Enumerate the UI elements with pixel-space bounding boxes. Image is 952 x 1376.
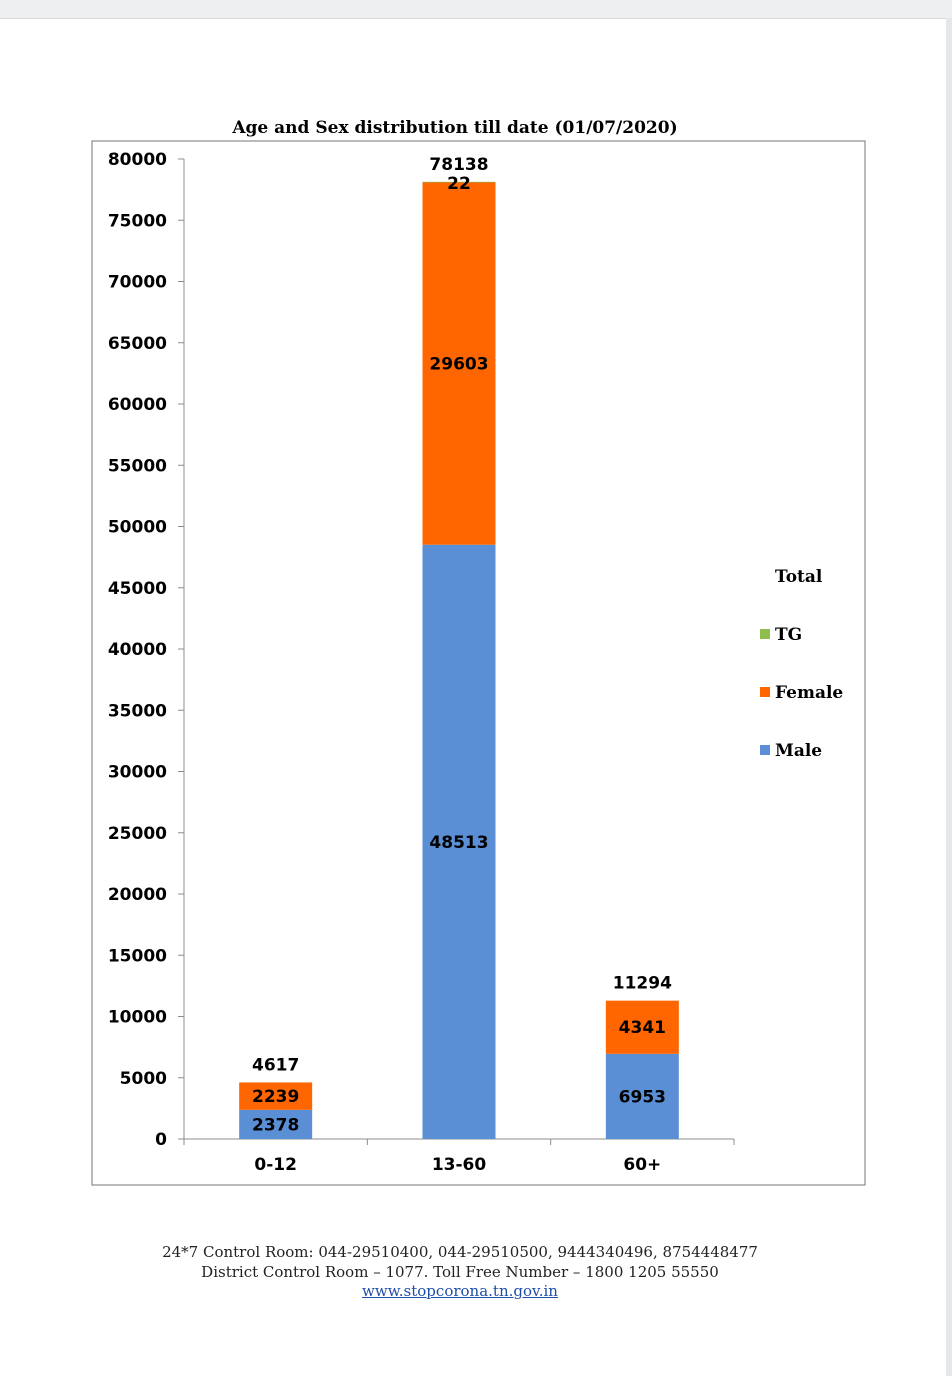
website-line: [0, 1282, 920, 1300]
legend-swatch-tg: [760, 629, 770, 639]
y-tick-label: 25000: [107, 823, 167, 844]
y-tick-label: 5000: [119, 1068, 167, 1089]
legend-label-tg: TG: [775, 625, 803, 645]
website-link[interactable]: www.stopcorona.tn.gov.in: [362, 1282, 558, 1300]
y-tick-label: 75000: [107, 211, 167, 232]
y-tick-label: 70000: [107, 272, 167, 293]
x-tick-label: 0-12: [254, 1155, 297, 1175]
y-tick-label: 55000: [107, 456, 167, 477]
y-tick-label: 10000: [107, 1007, 167, 1028]
y-tick-label: 35000: [107, 701, 167, 722]
legend-label-female: Female: [775, 683, 844, 703]
legend-title: Total: [775, 567, 823, 587]
legend-label-male: Male: [775, 741, 823, 761]
data-label-male: 6953: [618, 1087, 666, 1108]
data-label-female: 29603: [429, 354, 489, 375]
y-tick-label: 20000: [107, 885, 167, 905]
y-tick-label: 45000: [107, 578, 167, 599]
data-label-tg: 22: [447, 173, 471, 194]
data-label-female: 4341: [618, 1018, 666, 1039]
y-tick-label: 15000: [107, 946, 167, 967]
data-label-male: 48513: [429, 832, 489, 853]
y-tick-label: 30000: [107, 762, 167, 783]
x-tick-label: 13-60: [431, 1155, 487, 1175]
chart-title: Age and Sex distribution till date (01/07/2020): [232, 118, 678, 138]
data-label-total: 78138: [429, 154, 489, 175]
control-room-line: 24*7 Control Room: 044-29510400, 044-29510500, 9444340496, 8754448477: [162, 1243, 758, 1261]
y-tick-label: 40000: [107, 640, 167, 660]
y-tick-label: 65000: [107, 333, 167, 354]
y-tick-label: 80000: [107, 150, 167, 170]
data-label-female: 2239: [252, 1087, 300, 1108]
district-control-line: District Control Room – 1077. Toll Free Number – 1800 1205 55550: [201, 1263, 719, 1281]
data-label-male: 2378: [252, 1115, 300, 1136]
data-label-total: 11294: [612, 973, 672, 994]
x-tick-label: 60+: [623, 1155, 662, 1175]
y-tick-label: 50000: [107, 517, 167, 538]
y-tick-label: 0: [155, 1130, 167, 1150]
data-label-total: 4617: [252, 1055, 300, 1076]
legend-swatch-female: [760, 687, 770, 697]
y-tick-label: 60000: [107, 395, 167, 415]
legend-swatch-male: [760, 745, 770, 755]
